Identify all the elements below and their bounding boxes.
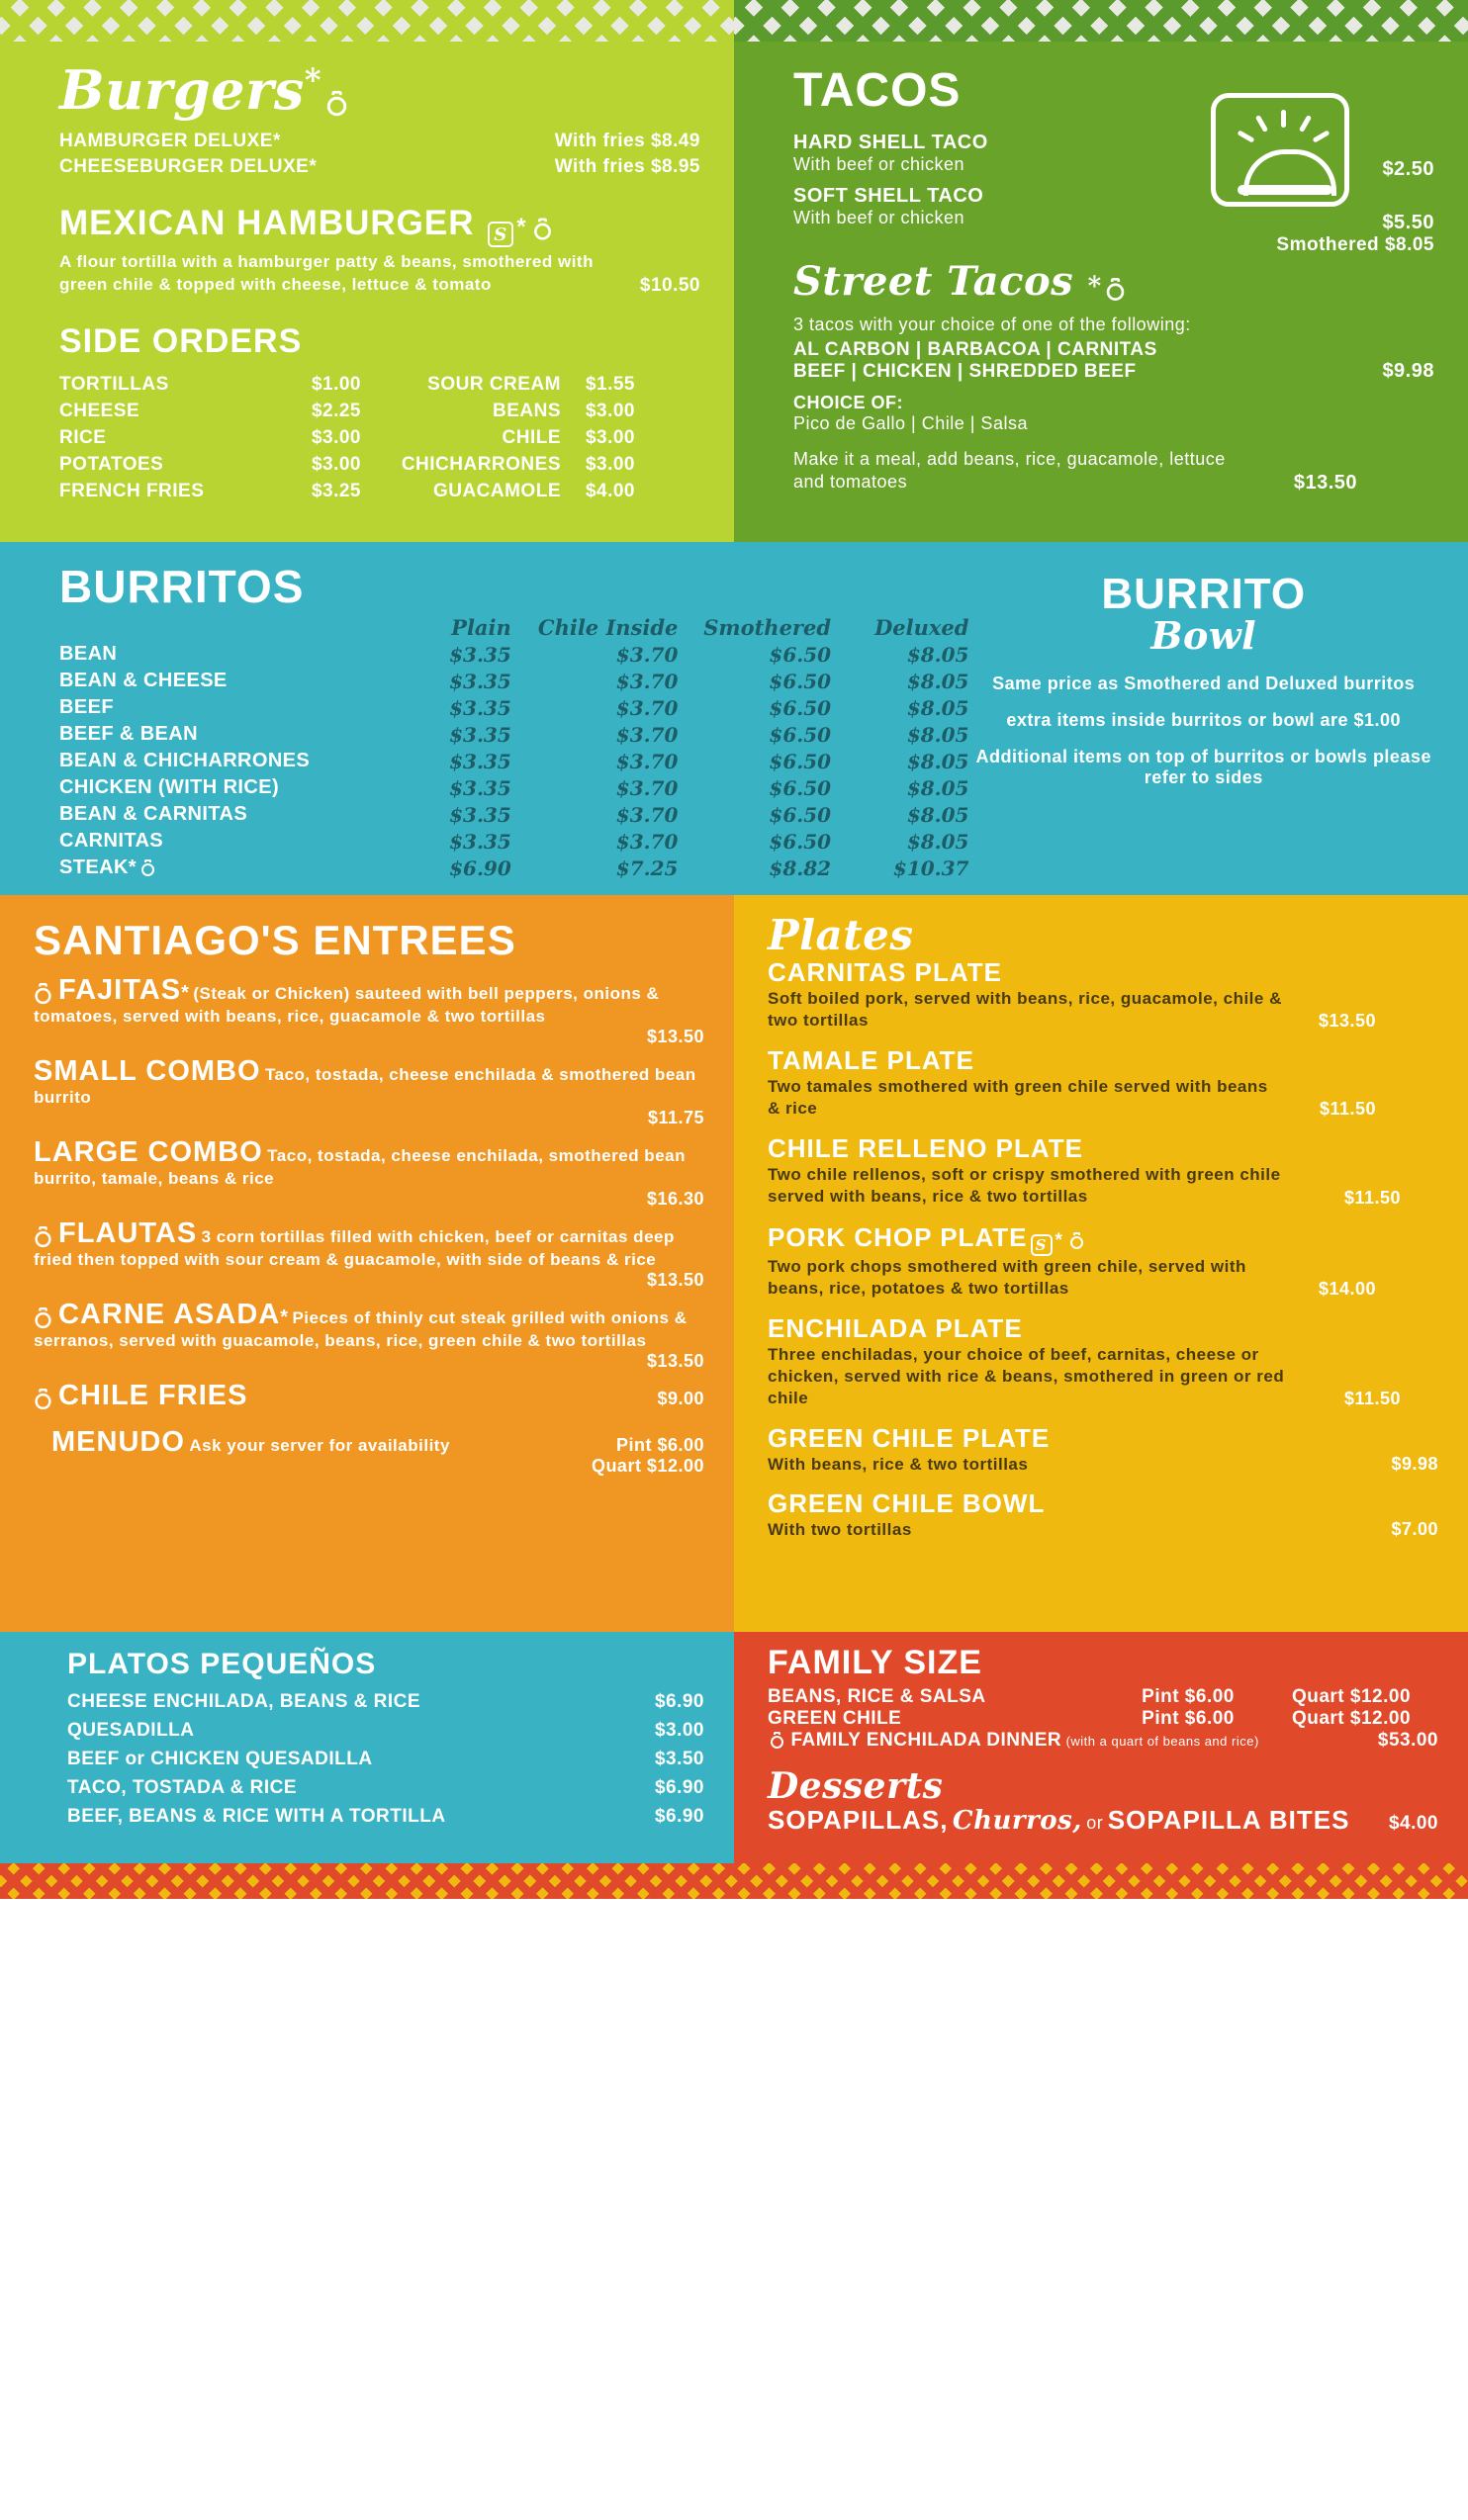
burritos-col-header: Chile Inside xyxy=(537,614,679,640)
street-tacos-price: $9.98 xyxy=(1382,360,1434,382)
burrito-price: $3.35 xyxy=(449,695,511,720)
tacos-section xyxy=(734,42,1468,551)
family-enchilada-price: $53.00 xyxy=(1377,1730,1438,1751)
hard-taco-name: HARD SHELL TACO xyxy=(793,132,988,153)
entree-item xyxy=(34,1426,704,1477)
platos-pequenos-section xyxy=(0,1632,734,1869)
plate-price: $11.50 xyxy=(1343,1187,1401,1208)
kokopelli-icon: ♪ xyxy=(376,2443,457,2520)
dessert-sopapilla-bites: SOPAPILLA BITES xyxy=(1107,1805,1350,1835)
table-row xyxy=(59,721,968,748)
platos-item-price: $3.00 xyxy=(654,1720,704,1741)
family-enchilada-name: FAMILY ENCHILADA DINNER xyxy=(790,1730,1062,1751)
burrito-price: $3.35 xyxy=(449,775,511,800)
burrito-price: $6.50 xyxy=(769,642,832,667)
burrito-name-text: STEAK* xyxy=(59,856,137,878)
entree-desc: (Steak or Chicken) sauteed with bell peppers, onions & tomatoes, served with beans, rice, guacamole & two tortillas xyxy=(34,984,660,1026)
entree-price: $13.50 xyxy=(646,1027,704,1046)
list-item xyxy=(67,1806,704,1828)
burrito-price: $6.50 xyxy=(769,749,832,773)
soft-taco-price: $5.50 xyxy=(1382,212,1434,233)
timer-icon xyxy=(532,218,552,239)
side-name: RICE xyxy=(59,426,107,448)
dessert-price: $4.00 xyxy=(1388,1813,1438,1834)
burrito-name: BEEF & BEAN xyxy=(59,723,198,745)
burrito-bowl-note-2: extra items inside burritos or bowl are $1.00 xyxy=(1006,710,1402,730)
table-row xyxy=(59,774,968,801)
side-name: CHEESE xyxy=(59,400,140,421)
burrito-name: BEAN & CHICHARRONES xyxy=(59,750,311,771)
burrito-price: $8.05 xyxy=(906,829,969,854)
entree-name: CARNE ASADA xyxy=(58,1299,281,1330)
burrito-price: $8.05 xyxy=(906,695,969,720)
street-tacos-choice-label: CHOICE OF: xyxy=(793,393,903,412)
plate-item xyxy=(768,957,1438,1032)
plate-price: $9.98 xyxy=(1391,1454,1438,1475)
burrito-price: $8.05 xyxy=(906,802,969,827)
entree-item xyxy=(34,1217,704,1291)
burrito-price: $3.70 xyxy=(615,642,679,667)
burritos-col-header: Smothered xyxy=(703,614,832,640)
timer-icon xyxy=(34,983,52,1004)
side-price: $3.00 xyxy=(585,453,635,475)
list-item xyxy=(67,1691,704,1713)
entree-name: MENUDO xyxy=(51,1426,185,1458)
family-item-pint: Pint $6.00 xyxy=(1142,1686,1235,1707)
burrito-bowl-subtitle: Bowl xyxy=(1150,613,1257,658)
entree-item xyxy=(34,1380,704,1412)
mexican-hamburger-title-text: MEXICAN HAMBURGER xyxy=(59,204,475,242)
hard-taco-desc: With beef or chicken xyxy=(793,154,965,174)
table-row xyxy=(59,748,968,774)
side-price: $1.55 xyxy=(585,373,635,395)
side-price: $3.00 xyxy=(311,453,361,475)
entree-price-pint: Pint $6.00 xyxy=(615,1435,704,1455)
platos-item-price: $6.90 xyxy=(654,1691,704,1712)
side-price: $3.25 xyxy=(311,480,361,501)
entree-price: $13.50 xyxy=(646,1270,704,1290)
street-tacos-meal-desc: Make it a meal, add beans, rice, guacamole, lettuce and tomatoes xyxy=(793,449,1226,493)
timer-icon xyxy=(325,91,348,117)
side-price: $3.00 xyxy=(311,426,361,448)
family-item-pint: Pint $6.00 xyxy=(1142,1708,1235,1729)
side-price: $2.25 xyxy=(311,400,361,421)
burritos-col-header: Deluxed xyxy=(874,614,969,640)
family-item-quart: Quart $12.00 xyxy=(1291,1686,1412,1707)
burrito-price: $8.05 xyxy=(906,722,969,747)
entree-price: $13.50 xyxy=(646,1351,704,1371)
burgers-title: Burgers* xyxy=(59,63,700,117)
entree-name: SMALL COMBO xyxy=(34,1055,261,1087)
street-tacos-choices-2: BEEF | CHICKEN | SHREDDED BEEF xyxy=(793,361,1137,382)
plates-title: Plates xyxy=(768,911,914,959)
dessert-churros: Churros, xyxy=(952,1806,1082,1836)
entrees-title: SANTIAGO'S ENTREES xyxy=(34,917,516,963)
mexican-hamburger-desc: A flour tortilla with a hamburger patty & beans, smothered with green chile & topped with cheese, lettuce & tomato xyxy=(59,252,594,294)
plate-desc: Two pork chops smothered with green chile, served with beans, rice, potatoes & two tortillas xyxy=(768,1256,1246,1298)
family-item-name: GREEN CHILE xyxy=(768,1708,902,1729)
list-item xyxy=(67,1720,704,1742)
family-item-quart: Quart $12.00 xyxy=(1291,1708,1412,1729)
family-item-name: BEANS, RICE & SALSA xyxy=(768,1686,986,1707)
platos-title: PLATOS PEQUEÑOS xyxy=(67,1648,377,1680)
plate-desc: Soft boiled pork, served with beans, rice, guacamole, chile & two tortillas xyxy=(768,989,1282,1031)
entree-item: CARNE ASADA* Pieces of thinly cut steak grilled with onions & serranos, served with guacamole, beans, rice, green chile & two tortillas $13.50 xyxy=(34,1299,704,1371)
table-row xyxy=(59,694,968,721)
plate-item xyxy=(768,1045,1438,1120)
plate-name: CARNITAS PLATE xyxy=(768,957,1002,987)
side-orders-title: SIDE ORDERS xyxy=(59,321,303,360)
platos-item-name: BEEF, BEANS & RICE WITH A TORTILLA xyxy=(67,1806,446,1827)
burrito-price: $3.70 xyxy=(615,669,679,693)
entree-desc: 3 corn tortillas filled with chicken, beef or carnitas deep fried then topped with sour cream & guacamole, with side of beans & rice xyxy=(34,1227,675,1269)
burrito-price: $3.35 xyxy=(449,829,511,854)
plate-name: CHILE RELLENO PLATE xyxy=(768,1133,1083,1164)
burger-item-name: CHEESEBURGER DELUXE* xyxy=(59,156,318,177)
plate-desc: Two tamales smothered with green chile served with beans & rice xyxy=(768,1077,1268,1119)
burrito-price: $3.35 xyxy=(449,642,511,667)
entree-price: $11.75 xyxy=(647,1108,704,1127)
burrito-name: BEAN xyxy=(59,643,118,665)
entree-name: FAJITAS xyxy=(58,974,182,1006)
plate-price: $14.00 xyxy=(1318,1278,1376,1299)
burrito-bowl-note-3: Additional items on top of burritos or bowls please refer to sides xyxy=(975,747,1431,787)
soft-taco-smothered-price: Smothered $8.05 xyxy=(1276,234,1434,255)
santiagos-s-icon: S xyxy=(488,222,513,247)
entree-desc: Taco, tostada, cheese enchilada & smothered bean burrito xyxy=(34,1065,696,1107)
plate-desc: Two chile rellenos, soft or crispy smothered with green chile served with beans, rice & two tortillas xyxy=(768,1165,1281,1207)
burrito-price: $3.70 xyxy=(615,829,679,854)
list-item xyxy=(67,1749,704,1770)
plate-item xyxy=(768,1313,1438,1409)
family-size-title: FAMILY SIZE xyxy=(768,1644,982,1681)
burrito-price: $6.50 xyxy=(769,775,832,800)
taco-illustration-icon xyxy=(1211,93,1349,207)
street-tacos-intro: 3 tacos with your choice of one of the following: xyxy=(793,315,1191,334)
side-name: FRENCH FRIES xyxy=(59,480,205,501)
burgers-title-text: Burgers xyxy=(59,58,305,122)
burrito-price: $3.35 xyxy=(449,722,511,747)
entree-name: LARGE COMBO xyxy=(34,1136,263,1168)
table-row xyxy=(59,668,968,694)
burgers-section xyxy=(0,42,734,551)
burrito-price: $3.70 xyxy=(615,722,679,747)
burrito-price: $6.50 xyxy=(769,722,832,747)
side-name: GUACAMOLE xyxy=(432,480,561,501)
street-tacos-choice-value: Pico de Gallo | Chile | Salsa xyxy=(793,413,1028,433)
burrito-price: $3.35 xyxy=(449,802,511,827)
side-name: CHICHARRONES xyxy=(401,453,561,475)
burritos-section xyxy=(0,542,1468,903)
plate-desc: With beans, rice & two tortillas xyxy=(768,1455,1029,1475)
entree-price-quart: Quart $12.00 xyxy=(591,1456,704,1476)
burrito-price: $8.05 xyxy=(906,749,969,773)
burrito-price: $6.50 xyxy=(769,669,832,693)
mexican-hamburger-title: MEXICAN HAMBURGER S * xyxy=(59,204,700,247)
platos-item-price: $6.90 xyxy=(654,1806,704,1827)
timer-icon xyxy=(1069,1232,1084,1249)
list-item xyxy=(67,1777,704,1799)
plate-price: $13.50 xyxy=(1318,1011,1376,1032)
burrito-name: BEAN & CHEESE xyxy=(59,670,228,691)
plates-section xyxy=(734,895,1468,1632)
burrito-price: $3.35 xyxy=(449,749,511,773)
side-price: $4.00 xyxy=(585,480,635,501)
burrito-name: BEAN & CARNITAS xyxy=(59,803,248,825)
burrito-price: $3.70 xyxy=(615,775,679,800)
street-tacos-choices-1: AL CARBON | BARBACOA | CARNITAS xyxy=(793,339,1157,360)
tacos-title: TACOS xyxy=(793,64,962,117)
plate-item xyxy=(768,1133,1438,1208)
burritos-title: BURRITOS xyxy=(59,561,305,612)
timer-icon xyxy=(34,1226,52,1247)
side-price: $3.00 xyxy=(585,400,635,421)
burritos-col-header: Plain xyxy=(451,614,511,640)
timer-icon xyxy=(140,859,155,876)
burritos-price-table xyxy=(59,613,968,881)
table-row xyxy=(59,855,968,881)
table-row xyxy=(768,1708,1438,1730)
timer-icon xyxy=(1105,278,1125,301)
side-name: POTATOES xyxy=(59,453,164,475)
burrito-price: $6.50 xyxy=(769,829,832,854)
burrito-price: $8.05 xyxy=(906,669,969,693)
table-row xyxy=(59,801,968,828)
burrito-price: $7.25 xyxy=(615,855,679,880)
entree-price: $9.00 xyxy=(657,1389,704,1408)
burrito-price: $6.50 xyxy=(769,695,832,720)
entree-name: CHILE FRIES xyxy=(58,1380,248,1411)
burger-item-price: With fries $8.95 xyxy=(554,156,700,177)
burrito-price: $8.05 xyxy=(906,642,969,667)
side-name: TORTILLAS xyxy=(59,373,169,395)
street-tacos-meal-price: $13.50 xyxy=(1293,471,1357,494)
burger-item-name: HAMBURGER DELUXE* xyxy=(59,131,281,151)
desserts-title: Desserts xyxy=(768,1765,944,1807)
side-price: $1.00 xyxy=(311,373,361,395)
bottom-pattern-border xyxy=(0,1863,1468,1899)
timer-icon xyxy=(770,1732,784,1749)
plate-name: GREEN CHILE PLATE xyxy=(768,1423,1051,1454)
burrito-price: $6.50 xyxy=(769,802,832,827)
plate-name-text: PORK CHOP PLATE xyxy=(768,1221,1028,1252)
burrito-price: $10.37 xyxy=(892,855,969,880)
plate-name: PORK CHOP PLATE S * xyxy=(768,1222,1438,1256)
burrito-name: BEEF xyxy=(59,696,114,718)
burrito-price: $6.90 xyxy=(449,855,511,880)
burrito-name xyxy=(59,855,384,881)
platos-item-price: $3.50 xyxy=(654,1749,704,1769)
plate-item xyxy=(768,1423,1438,1475)
entree-item: FAJITAS* (Steak or Chicken) sauteed with bell peppers, onions & tomatoes, served with beans, rice, guacamole & two tortillas $13.50 xyxy=(34,974,704,1046)
plate-price: $7.00 xyxy=(1391,1519,1438,1540)
burrito-bowl-note-1: Same price as Smothered and Deluxed burritos xyxy=(992,674,1416,693)
plate-name: ENCHILADA PLATE xyxy=(768,1312,1023,1343)
entree-desc: Ask your server for availability xyxy=(189,1436,450,1455)
platos-item-price: $6.90 xyxy=(654,1777,704,1798)
burger-item-price: With fries $8.49 xyxy=(554,131,700,151)
plate-name: GREEN CHILE BOWL xyxy=(768,1488,1046,1519)
street-tacos-title-text: Street Tacos xyxy=(793,258,1074,305)
plate-price: $11.50 xyxy=(1343,1389,1401,1409)
platos-item-name: CHEESE ENCHILADA, BEANS & RICE xyxy=(67,1691,421,1712)
burrito-name: CHICKEN (WITH RICE) xyxy=(59,776,280,798)
entree-desc: Taco, tostada, cheese enchilada, smothered bean burrito, tamale, beans & rice xyxy=(34,1146,686,1188)
entree-desc: Pieces of thinly cut steak grilled with onions & serranos, served with guacamole, beans, rice, green chile & two tortillas xyxy=(34,1308,688,1350)
entree-item xyxy=(34,1136,704,1210)
santiagos-s-icon: S xyxy=(1031,1234,1053,1256)
table-row xyxy=(768,1730,1438,1752)
dessert-or: or xyxy=(1086,1813,1104,1833)
plate-desc: Three enchiladas, your choice of beef, carnitas, cheese or chicken, served with rice & beans, smothered in green or red chile xyxy=(768,1344,1285,1407)
burrito-price: $3.35 xyxy=(449,669,511,693)
side-name: CHILE xyxy=(502,426,561,448)
mexican-hamburger-price: $10.50 xyxy=(639,274,700,296)
entree-price: $16.30 xyxy=(646,1189,704,1209)
side-name: SOUR CREAM xyxy=(427,373,561,395)
plate-item xyxy=(768,1488,1438,1540)
burrito-price: $8.05 xyxy=(906,775,969,800)
burrito-bowl-title: BURRITO xyxy=(1101,570,1307,618)
burrito-price: $3.70 xyxy=(615,802,679,827)
soft-taco-name: SOFT SHELL TACO xyxy=(793,185,984,207)
dessert-sopapillas: SOPAPILLAS, xyxy=(768,1805,949,1835)
platos-item-name: TACO, TOSTADA & RICE xyxy=(67,1777,298,1798)
burrito-name: CARNITAS xyxy=(59,830,164,852)
burrito-price: $3.70 xyxy=(615,695,679,720)
table-row xyxy=(59,828,968,855)
table-row xyxy=(59,641,968,668)
timer-icon xyxy=(34,1307,52,1328)
hard-taco-price: $2.50 xyxy=(1382,158,1434,180)
side-price: $3.00 xyxy=(585,426,635,448)
timer-icon xyxy=(34,1389,52,1409)
plate-price: $11.50 xyxy=(1319,1099,1376,1120)
platos-item-name: QUESADILLA xyxy=(67,1720,195,1741)
soft-taco-desc: With beef or chicken xyxy=(793,208,965,227)
street-tacos-title: Street Tacos * xyxy=(793,258,1434,305)
family-size-section xyxy=(734,1632,1468,1869)
entree-item xyxy=(34,1055,704,1128)
table-row xyxy=(768,1686,1438,1708)
plate-name: TAMALE PLATE xyxy=(768,1045,974,1076)
entree-name: FLAUTAS xyxy=(58,1217,198,1249)
platos-item-name: BEEF or CHICKEN QUESADILLA xyxy=(67,1749,373,1769)
plate-desc: With two tortillas xyxy=(768,1520,912,1540)
plate-item xyxy=(768,1222,1438,1300)
burrito-price: $3.70 xyxy=(615,749,679,773)
side-name: BEANS xyxy=(492,400,561,421)
family-enchilada-note: (with a quart of beans and rice) xyxy=(1065,1734,1259,1749)
burrito-price: $8.82 xyxy=(769,855,832,880)
